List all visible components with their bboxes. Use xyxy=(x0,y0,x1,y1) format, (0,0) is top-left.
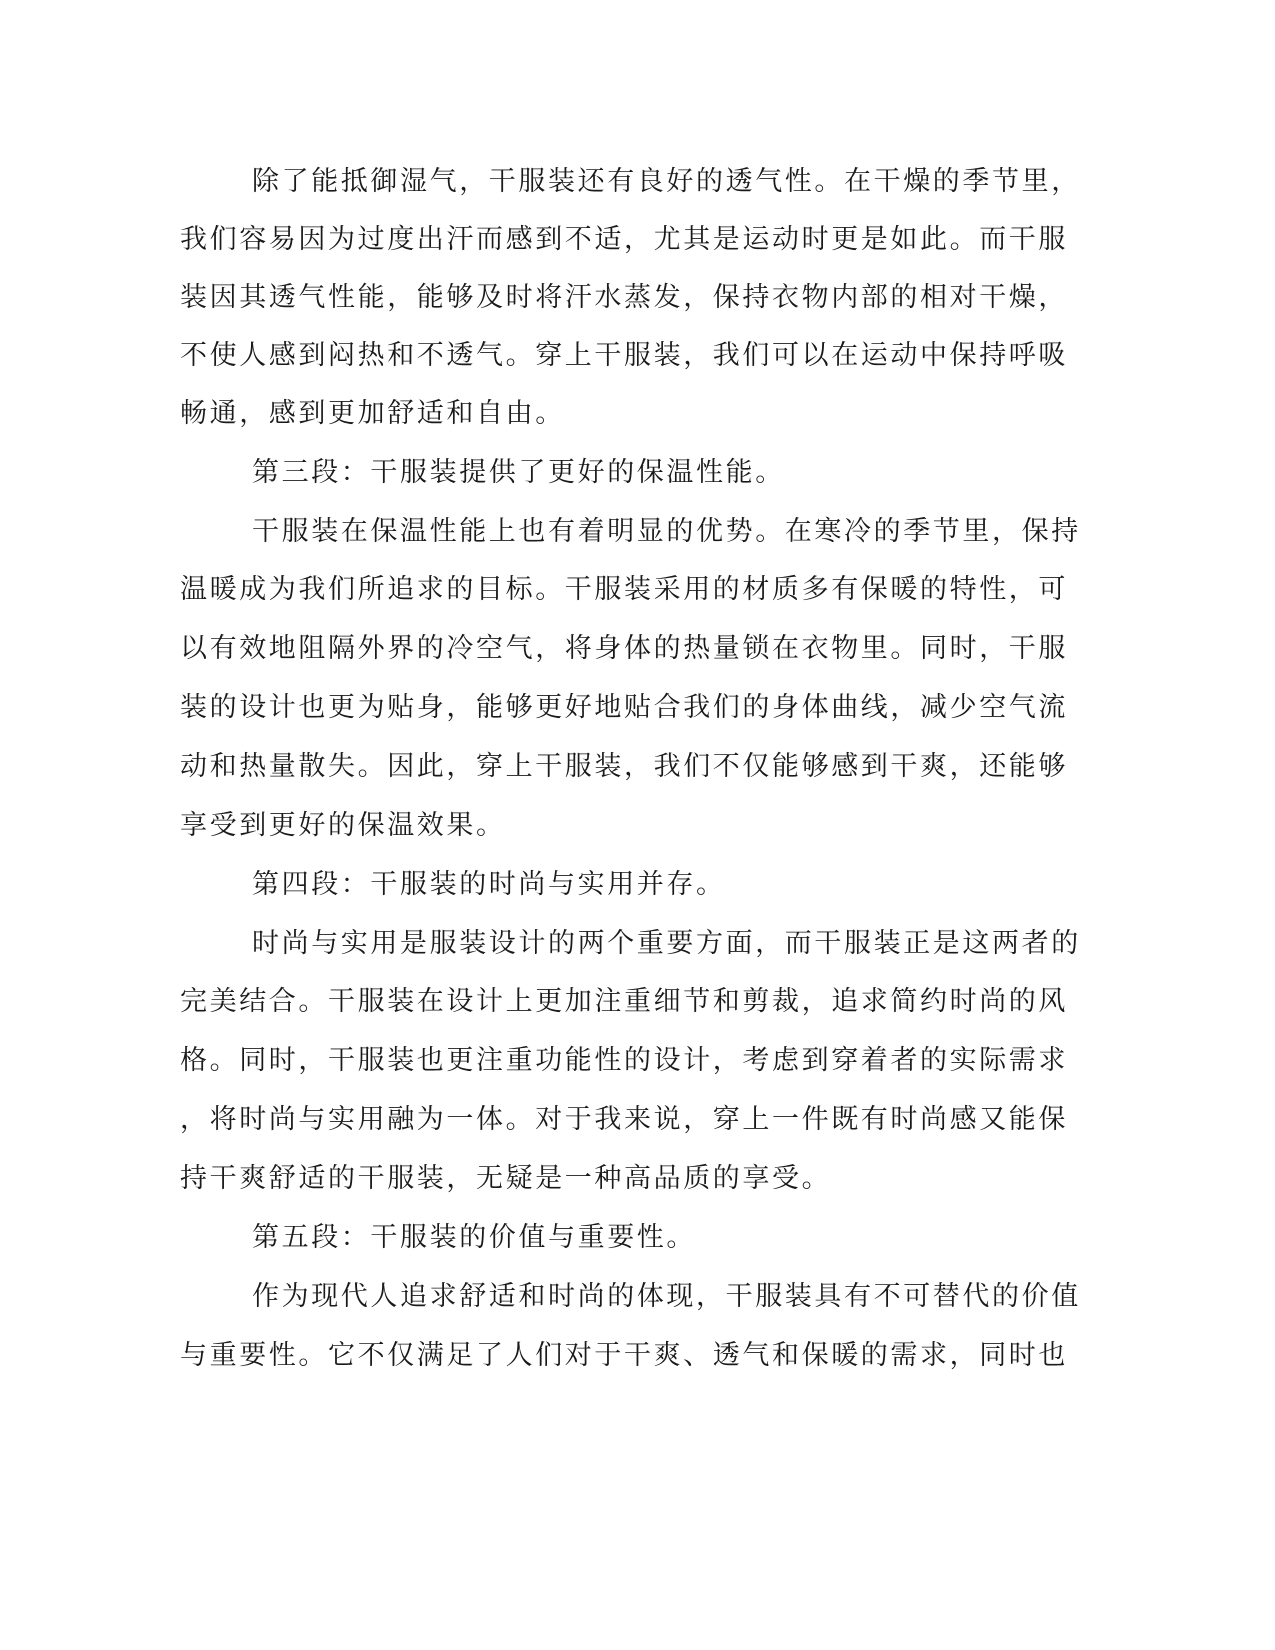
text-line: 完美结合。干服装在设计上更加注重细节和剪裁，追求简约时尚的风 xyxy=(180,986,1068,1017)
text-line: 格。同时，干服装也更注重功能性的设计，考虑到穿着者的实际需求 xyxy=(180,1045,1068,1076)
text-line: 除了能抵御湿气，干服装还有良好的透气性。在干燥的季节里， xyxy=(252,166,1081,197)
text-line: 温暖成为我们所追求的目标。干服装采用的材质多有保暖的特性，可 xyxy=(180,574,1068,605)
text-line: 我们容易因为过度出汗而感到不适，尤其是运动时更是如此。而干服 xyxy=(180,224,1068,255)
text-line: 畅通，感到更加舒适和自由。 xyxy=(180,398,565,429)
section-heading: 第四段：干服装的时尚与实用并存。 xyxy=(252,869,726,900)
text-line: 作为现代人追求舒适和时尚的体现，干服装具有不可替代的价值 xyxy=(252,1281,1081,1312)
section-heading: 第五段：干服装的价值与重要性。 xyxy=(252,1222,696,1253)
text-line: 不使人感到闷热和不透气。穿上干服装，我们可以在运动中保持呼吸 xyxy=(180,340,1068,371)
text-line: 干服装在保温性能上也有着明显的优势。在寒冷的季节里，保持 xyxy=(252,516,1081,547)
section-heading: 第三段：干服装提供了更好的保温性能。 xyxy=(252,457,785,488)
text-line: 享受到更好的保温效果。 xyxy=(180,810,506,841)
text-line: 装的设计也更为贴身，能够更好地贴合我们的身体曲线，减少空气流 xyxy=(180,692,1068,723)
text-line: 以有效地阻隔外界的冷空气，将身体的热量锁在衣物里。同时，干服 xyxy=(180,633,1068,664)
text-line: ，将时尚与实用融为一体。对于我来说，穿上一件既有时尚感又能保 xyxy=(180,1104,1068,1135)
text-line: 时尚与实用是服装设计的两个重要方面，而干服装正是这两者的 xyxy=(252,928,1081,959)
text-line: 与重要性。它不仅满足了人们对于干爽、透气和保暖的需求，同时也 xyxy=(180,1340,1068,1371)
text-line: 装因其透气性能，能够及时将汗水蒸发，保持衣物内部的相对干燥， xyxy=(180,282,1068,313)
text-line: 持干爽舒适的干服装，无疑是一种高品质的享受。 xyxy=(180,1163,832,1194)
text-line: 动和热量散失。因此，穿上干服装，我们不仅能够感到干爽，还能够 xyxy=(180,751,1068,782)
